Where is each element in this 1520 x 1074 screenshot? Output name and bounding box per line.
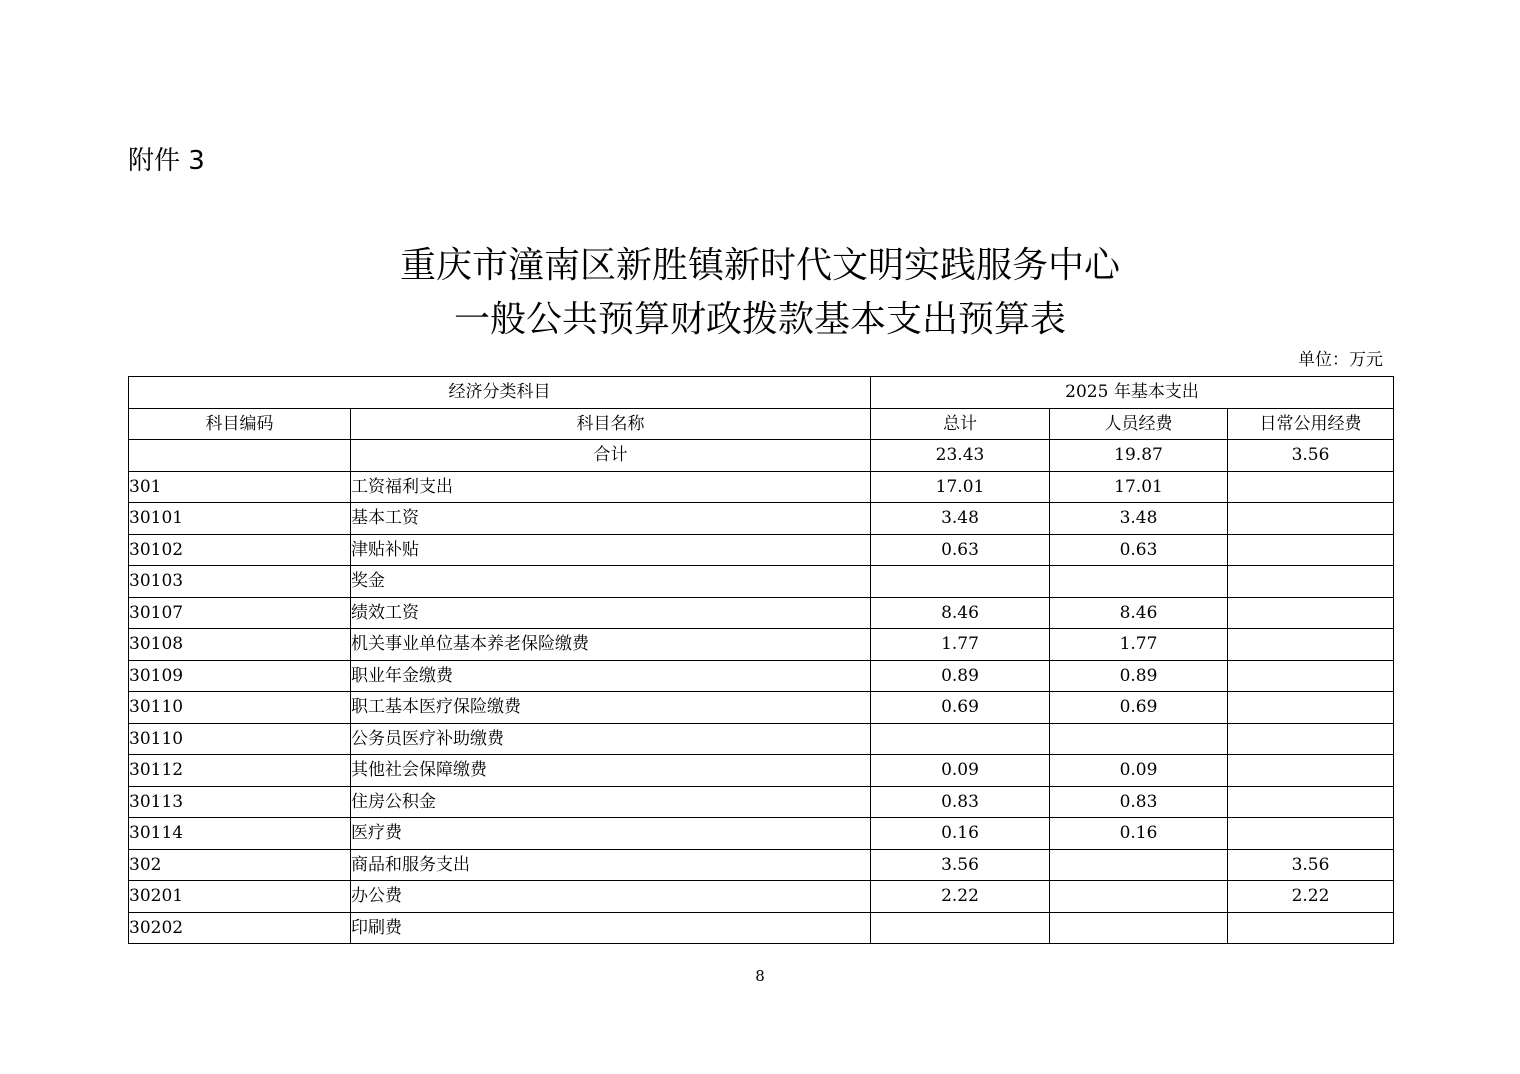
sum-total: 23.43 bbox=[871, 440, 1050, 472]
table-column-header-row bbox=[129, 408, 1394, 440]
row-daily-public-expense bbox=[1228, 786, 1394, 818]
row-subject-name: 印刷费 bbox=[351, 912, 871, 944]
row-daily-public-expense: 2.22 bbox=[1228, 881, 1394, 913]
row-daily-public-expense bbox=[1228, 566, 1394, 598]
row-subject-name: 办公费 bbox=[351, 881, 871, 913]
row-daily-public-expense bbox=[1228, 912, 1394, 944]
row-daily-public-expense bbox=[1228, 755, 1394, 787]
row-subject-code: 30109 bbox=[129, 660, 351, 692]
attachment-label: 附件 3 bbox=[128, 146, 205, 176]
budget-table bbox=[128, 376, 1394, 944]
row-personnel-expense: 0.16 bbox=[1050, 818, 1228, 850]
row-personnel-expense bbox=[1050, 723, 1228, 755]
row-subject-name: 商品和服务支出 bbox=[351, 849, 871, 881]
row-personnel-expense: 3.48 bbox=[1050, 503, 1228, 535]
row-subject-code: 301 bbox=[129, 471, 351, 503]
document-title-line-1: 重庆市潼南区新胜镇新时代文明实践服务中心 bbox=[399, 245, 1120, 286]
row-daily-public-expense bbox=[1228, 597, 1394, 629]
row-total: 0.63 bbox=[871, 534, 1050, 566]
row-personnel-expense: 0.89 bbox=[1050, 660, 1228, 692]
row-total: 0.69 bbox=[871, 692, 1050, 724]
row-total: 2.22 bbox=[871, 881, 1050, 913]
row-personnel-expense: 0.69 bbox=[1050, 692, 1228, 724]
sum-personnel: 19.87 bbox=[1050, 440, 1228, 472]
table-row bbox=[129, 660, 1394, 692]
header-total: 总计 bbox=[871, 408, 1050, 440]
table-row bbox=[129, 912, 1394, 944]
row-personnel-expense: 1.77 bbox=[1050, 629, 1228, 661]
row-daily-public-expense bbox=[1228, 723, 1394, 755]
table-row bbox=[129, 818, 1394, 850]
row-daily-public-expense bbox=[1228, 692, 1394, 724]
row-personnel-expense bbox=[1050, 566, 1228, 598]
row-personnel-expense: 0.09 bbox=[1050, 755, 1228, 787]
table-row bbox=[129, 849, 1394, 881]
page-number: 8 bbox=[755, 967, 765, 985]
row-subject-name: 奖金 bbox=[351, 566, 871, 598]
row-subject-code: 30108 bbox=[129, 629, 351, 661]
header-subject-code: 科目编码 bbox=[129, 408, 351, 440]
row-total: 3.48 bbox=[871, 503, 1050, 535]
row-daily-public-expense bbox=[1228, 818, 1394, 850]
row-subject-code: 30102 bbox=[129, 534, 351, 566]
row-personnel-expense bbox=[1050, 912, 1228, 944]
header-personnel-expense: 人员经费 bbox=[1050, 408, 1228, 440]
document-title-line-2: 一般公共预算财政拨款基本支出预算表 bbox=[453, 299, 1066, 340]
row-subject-name: 机关事业单位基本养老保险缴费 bbox=[351, 629, 871, 661]
table-group-header-row bbox=[129, 377, 1394, 409]
header-economic-classification: 经济分类科目 bbox=[129, 377, 871, 409]
row-subject-code: 30201 bbox=[129, 881, 351, 913]
row-subject-name: 工资福利支出 bbox=[351, 471, 871, 503]
row-subject-name: 职业年金缴费 bbox=[351, 660, 871, 692]
row-personnel-expense: 0.63 bbox=[1050, 534, 1228, 566]
row-subject-name: 职工基本医疗保险缴费 bbox=[351, 692, 871, 724]
unit-label: 单位：万元 bbox=[1298, 350, 1383, 370]
row-subject-name: 医疗费 bbox=[351, 818, 871, 850]
row-total: 3.56 bbox=[871, 849, 1050, 881]
row-subject-code: 30112 bbox=[129, 755, 351, 787]
row-total: 8.46 bbox=[871, 597, 1050, 629]
row-total bbox=[871, 566, 1050, 598]
table-row bbox=[129, 597, 1394, 629]
row-daily-public-expense: 3.56 bbox=[1228, 849, 1394, 881]
table-sum-row bbox=[129, 440, 1394, 472]
row-subject-code: 30101 bbox=[129, 503, 351, 535]
row-subject-code: 30113 bbox=[129, 786, 351, 818]
table-row bbox=[129, 503, 1394, 535]
sum-public: 3.56 bbox=[1228, 440, 1394, 472]
row-total: 1.77 bbox=[871, 629, 1050, 661]
sum-code-cell bbox=[129, 440, 351, 472]
row-personnel-expense: 17.01 bbox=[1050, 471, 1228, 503]
row-subject-code: 30110 bbox=[129, 723, 351, 755]
row-total: 0.16 bbox=[871, 818, 1050, 850]
row-personnel-expense: 0.83 bbox=[1050, 786, 1228, 818]
row-subject-name: 基本工资 bbox=[351, 503, 871, 535]
row-subject-code: 30107 bbox=[129, 597, 351, 629]
row-subject-code: 30103 bbox=[129, 566, 351, 598]
row-subject-code: 30110 bbox=[129, 692, 351, 724]
row-daily-public-expense bbox=[1228, 471, 1394, 503]
row-subject-name: 住房公积金 bbox=[351, 786, 871, 818]
row-personnel-expense: 8.46 bbox=[1050, 597, 1228, 629]
row-daily-public-expense bbox=[1228, 534, 1394, 566]
row-daily-public-expense bbox=[1228, 660, 1394, 692]
header-basic-expenditure-2025: 2025 年基本支出 bbox=[871, 377, 1394, 409]
table-row bbox=[129, 755, 1394, 787]
sum-label: 合计 bbox=[351, 440, 871, 472]
row-personnel-expense bbox=[1050, 881, 1228, 913]
row-personnel-expense bbox=[1050, 849, 1228, 881]
row-total bbox=[871, 723, 1050, 755]
table-row bbox=[129, 881, 1394, 913]
table-row bbox=[129, 534, 1394, 566]
header-subject-name: 科目名称 bbox=[351, 408, 871, 440]
header-daily-public-expense: 日常公用经费 bbox=[1228, 408, 1394, 440]
row-subject-code: 30202 bbox=[129, 912, 351, 944]
table-row bbox=[129, 692, 1394, 724]
row-subject-name: 公务员医疗补助缴费 bbox=[351, 723, 871, 755]
table-row bbox=[129, 566, 1394, 598]
table-row bbox=[129, 471, 1394, 503]
row-subject-code: 302 bbox=[129, 849, 351, 881]
table-row bbox=[129, 786, 1394, 818]
table-row bbox=[129, 723, 1394, 755]
table-row bbox=[129, 629, 1394, 661]
row-total: 17.01 bbox=[871, 471, 1050, 503]
row-subject-code: 30114 bbox=[129, 818, 351, 850]
row-daily-public-expense bbox=[1228, 629, 1394, 661]
row-subject-name: 津贴补贴 bbox=[351, 534, 871, 566]
row-total bbox=[871, 912, 1050, 944]
row-subject-name: 其他社会保障缴费 bbox=[351, 755, 871, 787]
row-total: 0.83 bbox=[871, 786, 1050, 818]
row-daily-public-expense bbox=[1228, 503, 1394, 535]
row-total: 0.89 bbox=[871, 660, 1050, 692]
row-total: 0.09 bbox=[871, 755, 1050, 787]
row-subject-name: 绩效工资 bbox=[351, 597, 871, 629]
